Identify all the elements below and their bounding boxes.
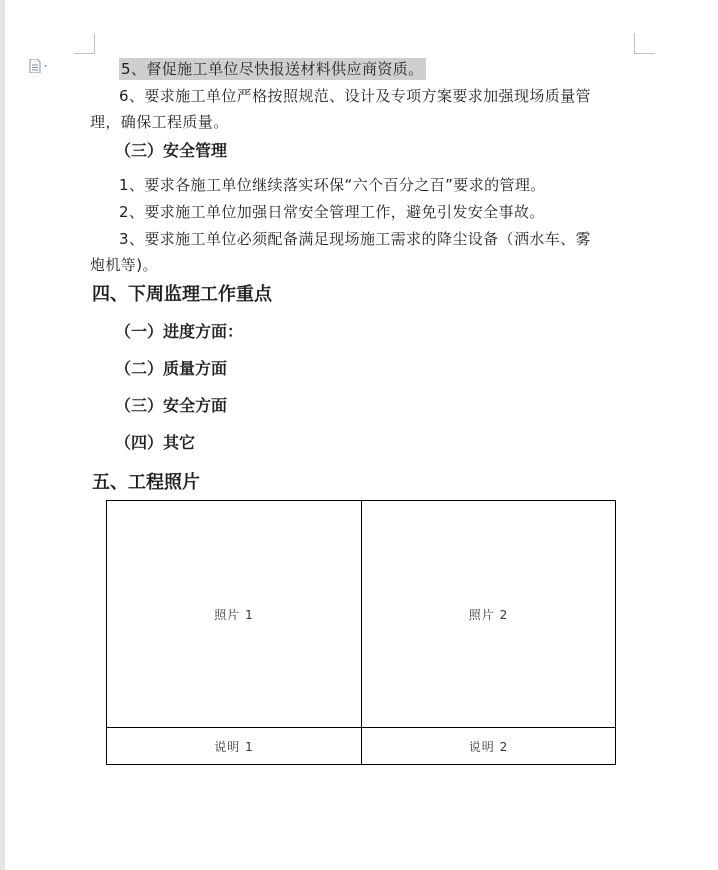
caption-cell-1[interactable] [107, 728, 362, 764]
safety-item-2: 2、要求施工单位加强日常安全管理工作，避免引发安全事故。 [119, 203, 545, 221]
quality-item-6-cont: 理，确保工程质量。 [90, 113, 229, 131]
top-left-margin-mark [74, 33, 95, 54]
section5-heading: 五、工程照片 [92, 472, 200, 493]
caption-label-2: 说明 2 [468, 739, 509, 754]
quality-item-6: 6、要求施工单位严格按照规范、设计及专项方案要求加强现场质量管 [119, 87, 591, 105]
caption-cell-2[interactable] [362, 728, 615, 764]
document-icon[interactable] [29, 58, 51, 72]
photo-label-2: 照片 2 [468, 607, 509, 622]
photo-cell-2[interactable] [362, 501, 615, 728]
safety-heading: （三）安全管理 [115, 141, 228, 160]
top-right-margin-mark [634, 33, 655, 54]
safety-item-3-cont: 炮机等)。 [90, 256, 158, 274]
section4-item-other: （四）其它 [115, 433, 196, 452]
photo-cell-1[interactable] [107, 501, 362, 728]
safety-item-3: 3、要求施工单位必须配备满足现场施工需求的降尘设备（洒水车、雾 [119, 230, 591, 248]
section4-item-safety: （三）安全方面 [115, 396, 228, 415]
section4-heading: 四、下周监理工作重点 [92, 284, 272, 305]
caption-label-1: 说明 1 [214, 739, 254, 754]
safety-item-1: 1、要求各施工单位继续落实环保“六个百分之百”要求的管理。 [119, 176, 546, 194]
quality-item-5 [119, 59, 679, 79]
photo-table [106, 500, 616, 765]
section4-item-progress: （一）进度方面： [115, 322, 244, 341]
highlighted-text: 5、督促施工单位尽快报送材料供应商资质。 [121, 60, 424, 78]
section4-item-quality: （二）质量方面 [115, 359, 228, 378]
photo-label-1: 照片 1 [214, 607, 254, 622]
document-page[interactable] [5, 0, 718, 870]
